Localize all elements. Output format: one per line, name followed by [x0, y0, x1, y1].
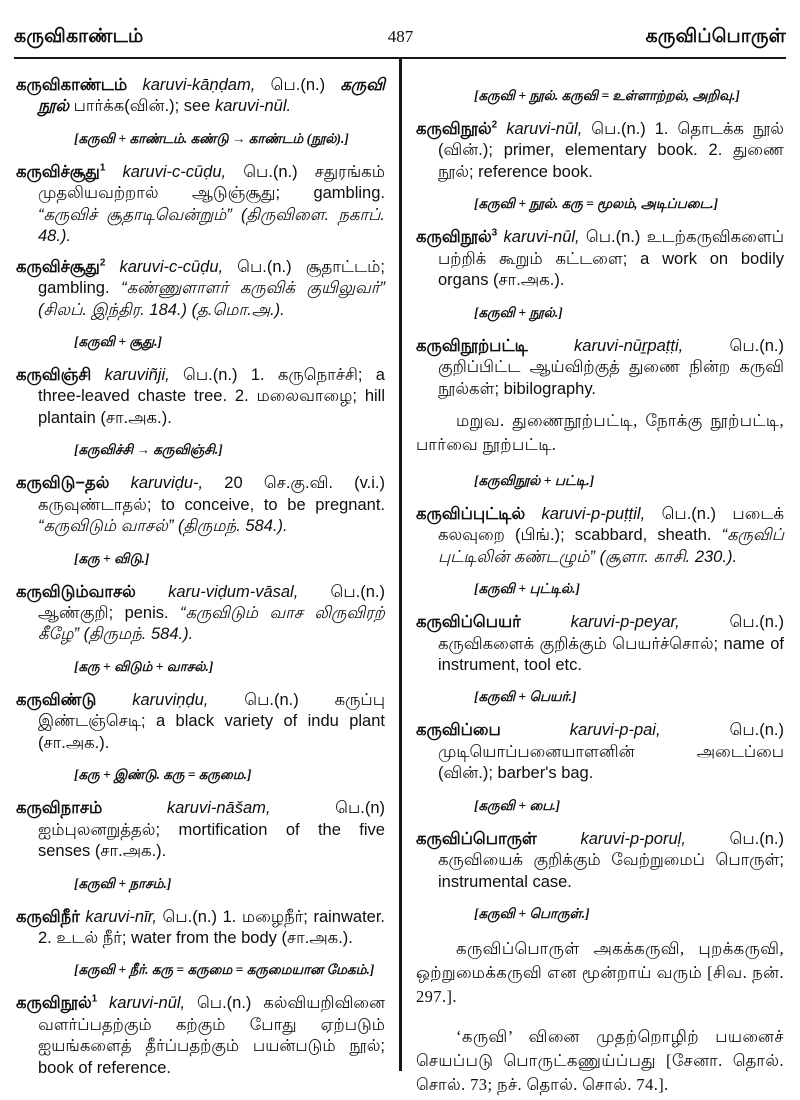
entry-transliteration: karuvi-p-pai,	[500, 721, 661, 740]
headword-superscript: 1	[99, 162, 106, 174]
etymology-line: [கருவி + பை.]	[474, 797, 561, 813]
entry-transliteration: karuvi-nūl,	[97, 994, 186, 1013]
entry-definition-text: பெ.(n) ஐம்புலனறுத்தல்; mortification of the five senses (சா.அக.).	[38, 799, 385, 861]
entry-transliteration: karuvi-nūṟpaṭṭi,	[527, 336, 684, 355]
entry-citation: “கருவிப் புட்டிலின் கண்டழும்” (சூளா. காசி. 230.).	[438, 526, 784, 566]
entry-citation: “கருவிடும் வாச லிருவிரற் கீழே” (திருமந். 584.).	[38, 604, 385, 644]
dictionary-entry	[16, 257, 385, 321]
etymology-line: [கருவி + நூல். கரு = மூலம், அடிப்படை.]	[474, 196, 719, 212]
entry-headword: கருவிநாசம்	[16, 799, 103, 818]
dictionary-body	[14, 59, 786, 1100]
etymology-line: [கருவி + பெயர்.]	[474, 689, 577, 705]
entry-definition-text: பெ.(n.) கல்வியறிவினை வளர்ப்பதற்கும் கற்கும் போது ஏற்படும் ஐயங்களைத் தீர்ப்பதற்கும் பயன்படும் நூல்; book of reference.	[38, 994, 385, 1077]
entry-definition-text: பெ.(n.)	[255, 76, 341, 94]
entry-definition-text: பெ.(n.) 1. தொடக்க நூல் (வின்.); primer, elementary book. 2. துணை நூல்; reference book.	[438, 120, 784, 181]
entry-transliteration: karuvi-kāṇḍam,	[127, 76, 256, 94]
entry-headword: கருவிச்சூது	[16, 162, 100, 181]
left-column	[14, 59, 400, 1088]
dictionary-entry	[16, 798, 385, 862]
entry-headword: கருவிடு−தல்	[16, 474, 110, 493]
entry-headword: கருவிப்புட்டில்	[416, 504, 526, 523]
entry-transliteration: karu-viḍum-vāsal,	[135, 582, 299, 601]
entry-definition-text: பெ.(n.) 1. மழைநீர்; rainwater. 2. உடல் நீர்; water from the body (சா.அக.).	[38, 907, 386, 947]
header-left-guideword: கருவிகாண்டம்	[14, 26, 144, 47]
dictionary-entry	[16, 162, 385, 248]
dictionary-entry	[16, 690, 385, 754]
dictionary-entry	[16, 473, 385, 537]
etymology-line: [கருவி + நாசம்.]	[74, 875, 172, 891]
entry-citation: “கருவிச் சூதாடிவென்றும்” (திருவிளை. நகாப். 48.).	[38, 205, 385, 246]
dictionary-entry	[16, 907, 385, 950]
entry-headword: கருவிஞ்சி	[16, 365, 92, 384]
entry-definition-text: பெ.(n.) கருவியைக் குறிக்கும் வேற்றுமைப் பொருள்; instrumental case.	[438, 829, 784, 891]
entry-headword: கருவிப்பை	[416, 721, 501, 740]
entry-transliteration: karuvi-c-cūḍu,	[105, 162, 227, 181]
entry-transliteration: karuvi-c-cūḍu,	[105, 257, 224, 276]
right-column	[400, 59, 786, 1100]
headword-superscript: 2	[491, 119, 498, 131]
page-number: 487	[387, 27, 414, 46]
entry-transliteration: karuvi-nūl.	[214, 97, 292, 116]
entry-headword: கருவிநூல்	[16, 994, 92, 1013]
dictionary-entry	[416, 336, 784, 400]
etymology-line: [கருவி + நூல். கருவி = உள்ளாற்றல், அறிவு.]	[474, 88, 740, 103]
etymology-line: [கருவிச்சி → கருவிஞ்சி.]	[74, 442, 223, 458]
entry-transliteration: karuvi-p-poruḷ,	[536, 829, 686, 848]
entry-transliteration: karuvi-p-peyar,	[520, 613, 680, 632]
entry-definition-text: 20 செ.கு.வி. (v.i.) கருவுண்டாதல்; to conceive, to be pregnant.	[38, 474, 385, 514]
etymology-line: [கரு + விடும் + வாசல்.]	[74, 658, 214, 674]
entry-definition-text: பெ.(n.) 1. கருநொச்சி; a three-leaved chaste tree. 2. மலைவாழை; hill plantain (சா.அக.).	[38, 365, 385, 427]
headword-superscript: 3	[491, 227, 498, 239]
entry-headword: கருவிகாண்டம்	[16, 76, 128, 94]
dictionary-entry	[16, 365, 385, 429]
entry-headword: கருவிடும்வாசல்	[16, 582, 136, 601]
entry-transliteration: karuvi-nīr,	[79, 907, 157, 926]
entry-definition-text: பெ.(n.) சதுரங்கம் முதலியவற்றால் ஆடுஞ்சூது; gambling.	[38, 162, 385, 203]
dictionary-entry	[416, 612, 784, 676]
entry-citation: “கண்ணுளாளர் கருவிக் குயிலுவர்” (சிலப். இந்திர. 184.) (த.மொ.அ.).	[38, 279, 385, 319]
entry-citation: “கருவிடும் வாசல்” (திருமந். 584.).	[38, 517, 288, 536]
dictionary-entry	[16, 75, 385, 118]
etymology-line: [கரு + விடு.]	[74, 550, 150, 566]
headword-superscript: 1	[91, 993, 98, 1005]
entry-headword: கருவிநூற்பட்டி	[416, 336, 528, 355]
entry-headword: கருவிப்பொருள்	[416, 829, 537, 848]
dictionary-entry	[416, 504, 784, 568]
entry-transliteration: karuvi-nūl,	[497, 120, 583, 138]
entry-transliteration: karuviñji,	[91, 365, 170, 384]
note-paragraph: ‘கருவி’ வினை முதற்றொழிற் பயனைச் செயப்படு பொருட்கணுய்ப்பது [சேனா. தொல். சொல். 73; நச். தொல். சொல். 74.].	[416, 1026, 784, 1094]
entry-cross-reference: கருவி நூல்	[38, 76, 385, 116]
etymology-line: [கருவி + காண்டம். கண்டு → காண்டம் (நூல்).]	[74, 130, 349, 146]
entry-headword: கருவிநீர்	[16, 907, 80, 926]
entry-definition-text: பெ.(n.) கருப்பு இண்டஞ்செடி; a black variety of indu plant (சா.அக.).	[38, 690, 385, 752]
column-divider-rule	[399, 59, 402, 1071]
entry-definition-text: பார்க்க(வின்.); see	[69, 97, 215, 116]
entry-transliteration: karuviṇḍu,	[96, 690, 209, 709]
etymology-line: [கருவி + சூது.]	[74, 333, 162, 349]
etymology-line: [கருவிநூல் + பட்டி.]	[474, 472, 595, 488]
entry-headword: கருவிநூல்	[416, 120, 492, 138]
entry-definition-text: பெ.(n.) கருவிகளைக் குறிக்கும் பெயர்ச்சொல்; name of instrument, tool etc.	[438, 613, 784, 674]
entry-definition-text: பெ.(n.) ஆண்குறி; penis.	[38, 582, 385, 622]
entry-definition-text: பெ.(n.) குறிப்பிட்ட ஆய்விற்குத் துணை நின்ற கருவி நூல்கள்; bibilography.	[438, 336, 784, 398]
etymology-line: [கருவி + புட்டில்.]	[474, 581, 581, 597]
dictionary-entry	[16, 582, 385, 646]
etymology-line: [கருவி + நூல்.]	[474, 304, 563, 320]
entry-headword: கருவிப்பெயர்	[416, 613, 521, 632]
etymology-line: [கருவி + பொருள்.]	[474, 906, 590, 922]
entry-definition-text: பெ.(n.) படைக் கலவுறை (பிங்.); scabbard, sheath.	[438, 504, 785, 545]
dictionary-entry	[416, 720, 784, 784]
note-paragraph: கருவிப்பொருள் அகக்கருவி, புறக்கருவி, ஒற்றுமைக்கருவி என மூன்றாய் வரும் [சிவ. நன். 297.].	[416, 939, 784, 1006]
dictionary-entry	[416, 829, 784, 893]
entry-transliteration: karuvi-nūl,	[497, 228, 580, 247]
page-header	[14, 0, 786, 50]
entry-headword: கருவிநூல்	[416, 228, 492, 247]
entry-definition-text: பெ.(n.) முடியொப்பனையாளனின் அடைப்பை (வின்.); barber's bag.	[438, 721, 784, 783]
dictionary-entry	[416, 119, 784, 183]
note-paragraph: மறுவ. துணைநூற்பட்டி, நோக்கு நூற்பட்டி, பார்வை நூற்பட்டி.	[416, 410, 784, 454]
headword-superscript: 2	[99, 257, 106, 269]
entry-transliteration: karuvi-p-puṭṭil,	[525, 504, 646, 523]
entry-definition-text: பெ.(n.) உடற்கருவிகளைப் பற்றிக் கூறும் கட்டளை; a work on bodily organs (சா.அக.).	[438, 228, 784, 290]
entry-transliteration: karuviḍu-,	[109, 474, 204, 493]
entry-headword: கருவிண்டு	[16, 690, 97, 709]
entry-definition-text: பெ.(n.) சூதாட்டம்; gambling.	[38, 257, 385, 298]
etymology-line: [கரு + இண்டு. கரு = கருமை.]	[74, 767, 252, 783]
dictionary-entry	[16, 993, 385, 1079]
entry-headword: கருவிச்சூது	[16, 257, 100, 276]
etymology-line: [கருவி + நீர். கரு = கருமை = கருமையான மேகம்.]	[74, 962, 375, 978]
entry-transliteration: karuvi-nāšam,	[102, 799, 271, 818]
dictionary-entry	[416, 227, 784, 291]
header-right-guideword: கருவிப்பொருள்	[645, 26, 786, 47]
